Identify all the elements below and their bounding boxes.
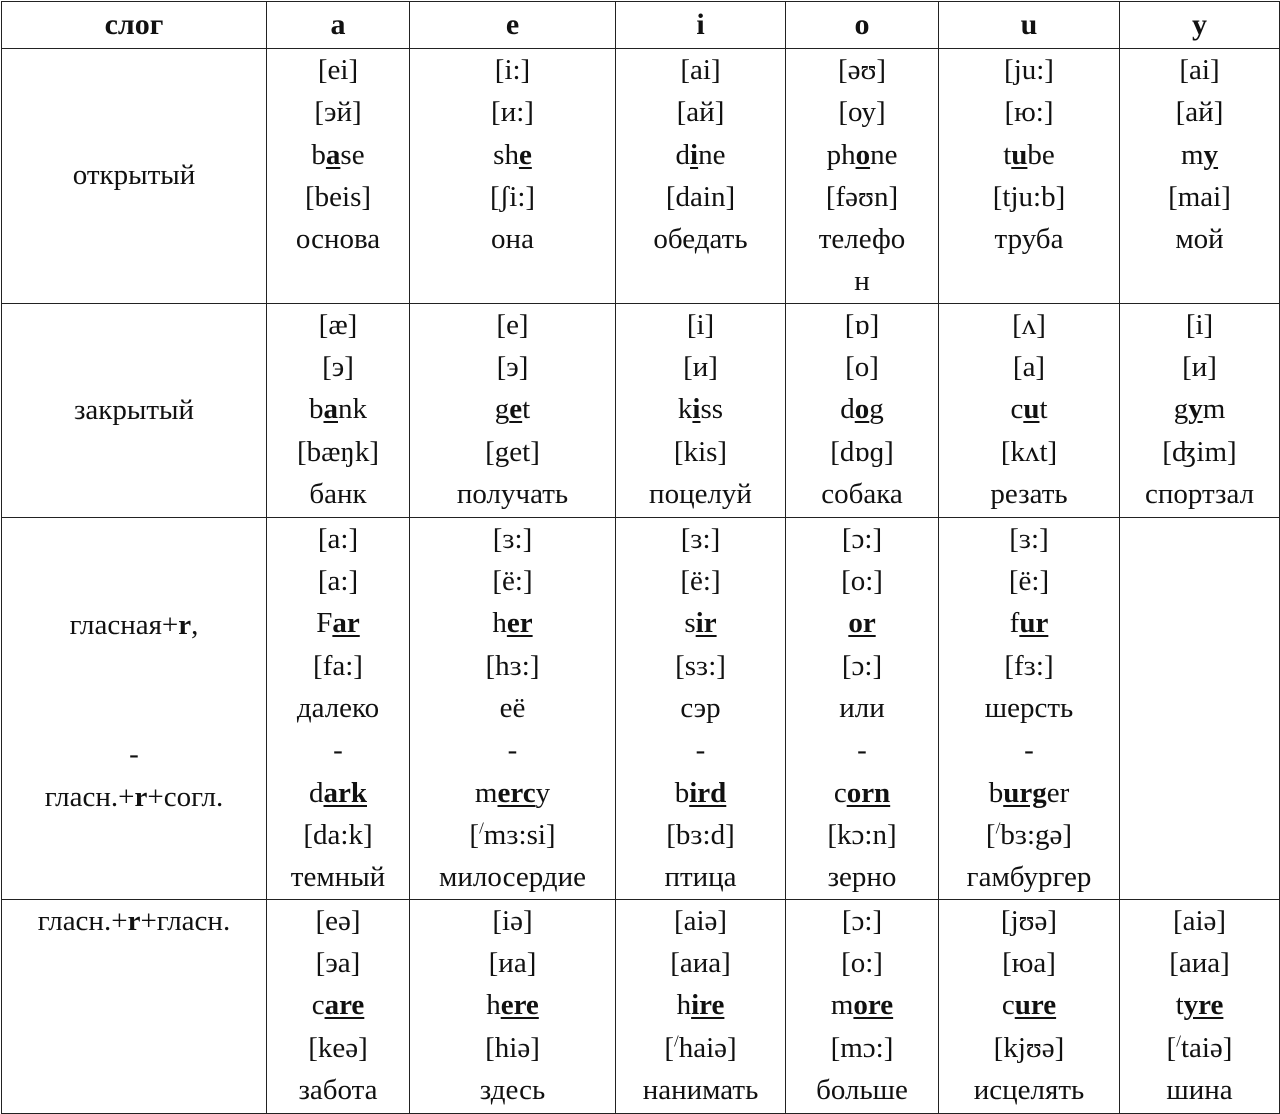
cell-line: - [333, 734, 343, 767]
word-part: er [1046, 776, 1070, 809]
vowel-cell-o [786, 517, 939, 899]
vowel-cell-a [267, 49, 410, 304]
cell-line [786, 388, 938, 430]
vowel-cell-e [410, 899, 616, 1113]
cell-line: [da:k] [303, 818, 373, 851]
word-part: ss [700, 393, 724, 426]
cell-line: [bɜ:d] [666, 818, 735, 851]
cell-line: [и] [683, 351, 718, 384]
cell-line [267, 772, 409, 814]
cell-line: обедать [653, 223, 748, 256]
cell-line [2, 776, 266, 819]
word-part: гласн.+ [44, 780, 135, 813]
cell-line: [и:] [491, 96, 534, 129]
cell-line: [mɔ:] [830, 1031, 894, 1064]
word-part: d [309, 776, 324, 809]
cell-line: [jʊə] [1000, 904, 1058, 937]
cell-line: [aiə] [673, 904, 728, 937]
word-part: [ [985, 818, 996, 851]
cell-line: [fɜ:] [1004, 649, 1054, 682]
cell-line: сэр [680, 691, 721, 724]
cell-line [786, 984, 938, 1026]
cell-line: - [695, 734, 706, 767]
vowel-cell-y [1120, 899, 1280, 1113]
header-vowel-a: a [267, 2, 410, 49]
highlighted-letters: ark [323, 776, 367, 809]
cell-line: [о:] [841, 947, 883, 980]
highlighted-letters: y [1203, 138, 1219, 171]
cell-line: [bæŋk] [296, 435, 379, 468]
highlighted-letters: ore [853, 989, 894, 1022]
word-part: +согл. [147, 780, 224, 813]
cell-line: или [839, 691, 885, 724]
word-part: m [1180, 138, 1204, 171]
word-part: c [311, 989, 325, 1022]
cell-line [616, 602, 785, 644]
word-part: t [1039, 393, 1048, 426]
word-part: mɜ:si] [483, 818, 556, 851]
cell-line: [e] [496, 308, 529, 341]
cell-line [267, 388, 409, 430]
word-part: h [486, 989, 501, 1022]
cell-line: резать [990, 477, 1068, 510]
header-vowel-y: y [1120, 2, 1280, 49]
word-part: b [988, 776, 1004, 809]
cell-line: шерсть [984, 691, 1074, 724]
vowel-cell-o [786, 899, 939, 1113]
highlighted-letters: er [506, 607, 533, 640]
cell-line: гамбургер [966, 861, 1092, 894]
word-part: g [494, 393, 510, 426]
highlighted-letters: o [855, 138, 871, 171]
highlighted-letters: u [1011, 138, 1028, 171]
cell-line: открытый [72, 159, 196, 192]
cell-line: [kɔ:n] [827, 818, 897, 851]
word-part: be [1027, 138, 1055, 171]
cell-line: [ɒ] [844, 308, 880, 341]
cell-line: [a:] [317, 522, 359, 555]
cell-line: н [854, 265, 870, 298]
vowel-cell-u [939, 303, 1120, 517]
header-syllable: слог [2, 2, 267, 49]
cell-line: [эа] [315, 947, 361, 980]
highlighted-letters: yre [1183, 989, 1224, 1022]
word-part: sh [493, 138, 519, 171]
word-part: d [840, 393, 855, 426]
cell-line [410, 388, 615, 430]
word-part: h [492, 607, 507, 640]
cell-line: [ɜ:] [1009, 522, 1049, 555]
word-part: t [522, 393, 531, 426]
highlighted-letters: y [1188, 393, 1203, 426]
word-part: ph [826, 138, 856, 171]
word-part: taiə] [1180, 1031, 1233, 1064]
word-part: b [674, 776, 690, 809]
cell-line: [ai] [1179, 54, 1220, 86]
cell-line: [ю:] [1004, 96, 1054, 129]
syllable-type-cell [2, 303, 267, 517]
cell-line [616, 134, 785, 176]
cell-line: она [491, 223, 534, 256]
word-part: [ [1166, 1031, 1177, 1064]
cell-line [410, 814, 615, 856]
highlighted-letters: urg [1003, 776, 1047, 809]
cell-line: [о] [845, 351, 879, 384]
cell-line: [aiə] [1172, 904, 1227, 937]
cell-line: [fa:] [313, 649, 363, 682]
cell-line: больше [816, 1073, 908, 1106]
cell-line: [ё:] [680, 565, 721, 598]
word-part: b [311, 138, 326, 171]
cell-line: милосердие [439, 861, 586, 894]
cell-line [2, 604, 266, 647]
cell-line [267, 984, 409, 1026]
row-vowel-r-vowel [2, 899, 1280, 1113]
cell-line: получать [456, 477, 569, 510]
vowel-cell-o [786, 303, 939, 517]
cell-line: закрытый [73, 393, 195, 426]
vowel-cell-o [786, 49, 939, 304]
word-part: y [535, 776, 551, 809]
cell-line [267, 134, 409, 176]
cell-line: [а] [1012, 351, 1046, 384]
vowel-cell-u [939, 517, 1120, 899]
word-part: d [675, 138, 691, 171]
word-part: гласн.+ [37, 904, 128, 937]
cell-line: основа [295, 223, 381, 256]
cell-line: [keə] [308, 1031, 368, 1064]
word-part: g [1173, 393, 1189, 426]
cell-line [939, 814, 1119, 856]
word-part: b [309, 393, 324, 426]
highlighted-letters: e [509, 393, 523, 426]
word-part: t [1175, 989, 1184, 1022]
cell-line: далеко [296, 691, 380, 724]
row-open-syllable [2, 49, 1280, 304]
vowel-cell-u [939, 49, 1120, 304]
word-part: [ [664, 1031, 674, 1064]
highlighted-letters: ere [500, 989, 539, 1022]
vowel-cell-u [939, 899, 1120, 1113]
header-vowel-i: i [616, 2, 786, 49]
cell-line: [ɔ:] [841, 522, 883, 555]
cell-line: [и] [1182, 351, 1217, 384]
cell-line: [ei] [317, 54, 359, 86]
cell-line [410, 602, 615, 644]
cell-line: [ё:] [492, 565, 533, 598]
bold-letter: r [127, 904, 141, 937]
cell-line: темный [290, 861, 386, 894]
word-part: f [1009, 607, 1020, 640]
word-part: c [1010, 393, 1024, 426]
cell-line: [æ] [318, 308, 358, 341]
cell-line: [dain] [665, 180, 736, 213]
cell-line: [ai] [680, 54, 721, 86]
cell-line [410, 772, 615, 814]
highlighted-letters: o [854, 393, 870, 426]
word-part: , [191, 608, 199, 641]
word-part: m [474, 776, 498, 809]
word-part: гласная+ [69, 608, 179, 641]
highlighted-letters: orn [846, 776, 891, 809]
header-vowel-u: u [939, 2, 1120, 49]
stress-mark: / [1176, 1031, 1181, 1051]
word-part: [ [469, 818, 480, 851]
word-part: se [340, 138, 365, 171]
cell-line: [ай] [676, 96, 725, 129]
syllable-type-cell [2, 899, 267, 1113]
cell-line: [э] [496, 351, 529, 384]
cell-line: мой [1175, 223, 1224, 256]
word-part: m [1202, 393, 1226, 426]
cell-line [616, 772, 785, 814]
word-part: t [1003, 138, 1012, 171]
cell-line: исцелять [973, 1073, 1085, 1106]
highlighted-letters: i [692, 393, 701, 426]
cell-line: [beis] [304, 180, 372, 213]
highlighted-letters: ure [1014, 989, 1057, 1022]
cell-line [786, 602, 938, 644]
cell-line: [ju:] [1004, 54, 1054, 86]
cell-line: труба [994, 223, 1064, 256]
highlighted-letters: erc [497, 776, 536, 809]
row-closed-syllable [2, 303, 1280, 517]
cell-line: телефо [818, 223, 906, 256]
word-part: m [830, 989, 854, 1022]
cell-line [2, 518, 266, 561]
cell-line: [sɜ:] [675, 649, 726, 682]
cell-line: [kʌt] [1000, 435, 1058, 468]
cell-line: - [507, 734, 518, 767]
vowel-cell-e [410, 303, 616, 517]
vowel-cell-i [616, 517, 786, 899]
cell-line: [эй] [314, 96, 362, 129]
vowel-syllable-table [1, 1, 1280, 1114]
cell-line: [kis] [673, 435, 728, 468]
word-part: s [684, 607, 696, 640]
cell-line: зерно [827, 861, 897, 894]
cell-line: [iə] [492, 904, 533, 937]
stress-mark: / [673, 1031, 679, 1051]
word-part: g [869, 393, 884, 426]
cell-line: здесь [479, 1073, 546, 1106]
cell-line [1120, 1027, 1279, 1069]
cell-line: [ʌ] [1012, 308, 1046, 341]
cell-line: [i] [686, 308, 715, 341]
highlighted-letters: are [324, 989, 365, 1022]
cell-line [267, 602, 409, 644]
cell-line: [аиа] [1169, 947, 1230, 980]
cell-line: [оу] [838, 96, 886, 129]
highlighted-letters: u [1023, 393, 1040, 426]
syllable-type-cell [2, 49, 267, 304]
cell-line: [ё:] [1008, 565, 1050, 598]
cell-line [939, 388, 1119, 430]
cell-line: поцелуй [649, 477, 752, 510]
highlighted-letters: or [848, 607, 876, 640]
header-vowel-o: o [786, 2, 939, 49]
cell-line [616, 388, 785, 430]
vowel-cell-a [267, 899, 410, 1113]
cell-line: [mai] [1168, 180, 1231, 213]
cell-line [939, 602, 1119, 644]
highlighted-letters: ird [689, 776, 727, 809]
cell-line: [i] [1185, 308, 1214, 341]
bold-letter: r [134, 780, 148, 813]
cell-line: [dɒɡ] [830, 435, 894, 468]
cell-line: [иа] [488, 947, 537, 980]
cell-line: [kjʊə] [993, 1031, 1065, 1064]
cell-line: - [129, 737, 139, 770]
vowel-cell-i [616, 49, 786, 304]
cell-line: [i:] [494, 54, 531, 86]
vowel-cell-i [616, 899, 786, 1113]
word-part: haiə] [678, 1031, 737, 1064]
cell-line: [ɔ:] [841, 904, 883, 937]
cell-line: [fəʊn] [825, 180, 899, 213]
header-vowel-e: e [410, 2, 616, 49]
word-part: nk [338, 393, 367, 426]
stress-mark: / [995, 818, 1001, 838]
cell-line: [о:] [841, 565, 883, 598]
cell-line: [əʊ] [837, 54, 887, 86]
cell-line: [hiə] [485, 1031, 540, 1064]
word-part: c [1001, 989, 1015, 1022]
highlighted-letters: i [690, 138, 699, 171]
vowel-cell-y [1120, 49, 1280, 304]
cell-line: [get] [485, 435, 540, 468]
vowel-cell-a [267, 517, 410, 899]
cell-line [939, 772, 1119, 814]
vowel-cell-e [410, 517, 616, 899]
cell-line: [юа] [1002, 947, 1056, 980]
stress-mark: / [479, 818, 484, 838]
highlighted-letters: a [323, 393, 338, 426]
cell-line [2, 647, 266, 690]
cell-line: [eə] [315, 904, 361, 937]
cell-line [2, 561, 266, 604]
header-row [2, 2, 1280, 49]
cell-line: [ай] [1175, 96, 1224, 129]
cell-line: [ɜ:] [680, 522, 721, 555]
cell-line: собака [821, 477, 903, 510]
cell-line: забота [298, 1073, 378, 1106]
word-part: bɜ:gə] [1000, 818, 1073, 851]
word-part: ne [870, 138, 898, 171]
highlighted-letters: ir [695, 607, 717, 640]
cell-line [1120, 388, 1279, 430]
syllable-type-cell [2, 517, 267, 899]
cell-line: - [857, 734, 867, 767]
cell-line [2, 900, 266, 943]
cell-line [2, 690, 266, 733]
word-part: +гласн. [140, 904, 231, 937]
highlighted-letters: ur [1019, 607, 1049, 640]
cell-line: банк [309, 477, 367, 510]
cell-line: нанимать [642, 1073, 759, 1106]
word-part: k [677, 393, 693, 426]
highlighted-letters: a [325, 138, 341, 171]
cell-line: спортзал [1144, 477, 1255, 510]
cell-line: [а:] [317, 565, 359, 598]
cell-line: [ʃi:] [489, 180, 536, 213]
word-part: F [316, 607, 333, 640]
bold-letter: r [178, 608, 192, 641]
cell-line [939, 134, 1119, 176]
vowel-cell-y [1120, 303, 1280, 517]
vowel-cell-e [410, 49, 616, 304]
cell-line [1120, 134, 1279, 176]
vowel-cell-i [616, 303, 786, 517]
highlighted-letters: ar [332, 607, 360, 640]
cell-line [939, 984, 1119, 1026]
highlighted-letters: e [518, 138, 532, 171]
word-part: h [676, 989, 692, 1022]
cell-line [410, 984, 615, 1026]
highlighted-letters: ire [691, 989, 725, 1022]
cell-line: [ɔ:] [841, 649, 883, 682]
cell-line: птица [664, 861, 737, 894]
cell-line: [ʤim] [1162, 435, 1237, 468]
cell-line: [ɜ:] [492, 522, 533, 555]
cell-line: [аиа] [670, 947, 731, 980]
cell-line [786, 772, 938, 814]
cell-line [616, 1027, 785, 1069]
cell-line [410, 134, 615, 176]
cell-line: [э] [322, 351, 354, 384]
vowel-cell-a [267, 303, 410, 517]
word-part: ne [698, 138, 726, 171]
cell-line [1120, 984, 1279, 1026]
row-vowel-plus-r [2, 517, 1280, 899]
vowel-cell-y [1120, 517, 1280, 899]
cell-line [616, 984, 785, 1026]
cell-line: [hɜ:] [485, 649, 540, 682]
cell-line [786, 134, 938, 176]
cell-line: её [499, 691, 526, 724]
word-part: c [833, 776, 847, 809]
cell-line: шина [1166, 1073, 1233, 1106]
cell-line: [tju:b] [992, 180, 1066, 213]
cell-line: - [1024, 734, 1034, 767]
